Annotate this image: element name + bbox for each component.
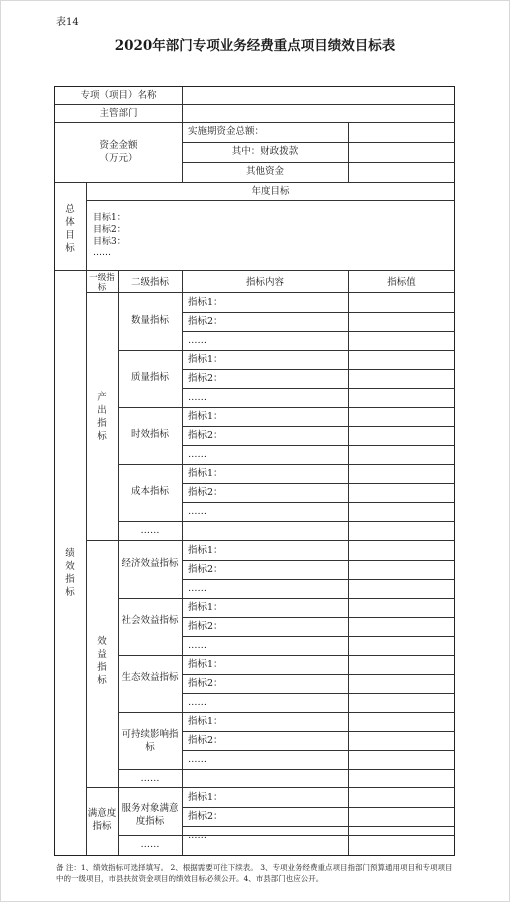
target-1: 目标1：	[93, 213, 126, 223]
target-more: ……	[93, 248, 111, 258]
output-group-3: 成本指标	[130, 486, 169, 497]
overall-target-label: 总体目标	[65, 204, 75, 254]
benefit-more: ……	[140, 773, 160, 784]
value-header: 指标值	[387, 277, 416, 288]
table-number: 表14	[56, 17, 79, 28]
benefit-g1-item-2: ……	[188, 640, 207, 651]
level1-header: 一级指标	[89, 273, 115, 293]
output-g0-item-0: 指标1：	[188, 297, 223, 308]
output-g1-item-2: ……	[188, 392, 207, 403]
output-g3-item-0: 指标1：	[188, 468, 223, 479]
benefit-indicator-label: 效益指标	[97, 636, 107, 686]
performance-target-table	[54, 86, 455, 856]
benefit-g2-item-1: 指标2：	[188, 678, 223, 689]
output-g2-item-1: 指标2：	[188, 430, 223, 441]
target-2: 目标2：	[93, 225, 126, 235]
output-g0-item-2: ……	[188, 335, 207, 346]
target-3: 目标3：	[93, 237, 126, 247]
output-indicator-label: 产出指标	[97, 392, 107, 442]
funds-unit: （万元）	[99, 153, 138, 164]
benefit-g3-item-2: ……	[188, 754, 207, 765]
output-g1-item-0: 指标1：	[188, 354, 223, 365]
satisfaction-item-1: 指标2：	[188, 811, 223, 822]
benefit-group-2: 生态效益指标	[121, 672, 179, 683]
satisfaction-item-2: ……	[188, 830, 207, 841]
output-g0-item-1: 指标2：	[188, 316, 223, 327]
funds-other-label: 其他资金	[245, 166, 284, 177]
output-group-1: 质量指标	[130, 372, 169, 383]
output-group-2: 时效指标	[130, 429, 169, 440]
funds-fiscal-label: 其中：财政拨款	[231, 146, 299, 157]
satisfaction-more: ……	[140, 839, 160, 850]
output-g2-item-0: 指标1：	[188, 411, 223, 422]
funds-label: 资金金额	[99, 140, 138, 151]
satisfaction-group-0: 服务对象满意度指标	[121, 803, 179, 827]
project-name-label: 专项（项目）名称	[80, 90, 157, 101]
output-g3-item-2: ……	[188, 506, 207, 517]
benefit-g0-item-2: ……	[188, 583, 207, 594]
benefit-g1-item-1: 指标2：	[188, 621, 223, 632]
output-more: ……	[140, 525, 160, 536]
benefit-group-3: 可持续影响指标	[121, 729, 179, 753]
benefit-g3-item-0: 指标1：	[188, 716, 223, 727]
perf-indicator-label: 绩效指标	[65, 548, 75, 598]
benefit-g0-item-0: 指标1：	[188, 545, 223, 556]
benefit-group-0: 经济效益指标	[121, 558, 179, 569]
level2-header: 二级指标	[130, 277, 169, 288]
output-g2-item-2: ……	[188, 449, 207, 460]
benefit-g0-item-1: 指标2：	[188, 564, 223, 575]
dept-label: 主管部门	[99, 108, 138, 119]
output-group-0: 数量指标	[130, 315, 169, 326]
content-header: 指标内容	[245, 277, 284, 288]
footnote: 备 注：1、绩效指标可选择填写。 2、根据需要可往下续表。 3、专项业务经费重点项目指部门预算通用项目和专项项目中的一级项目，市县扶贫资金项目的绩效目标必须公开。4、市县部门也应公开。	[56, 863, 453, 883]
funds-total-label: 实施期资金总额：	[188, 126, 265, 137]
benefit-g3-item-1: 指标2：	[188, 735, 223, 746]
benefit-g2-item-0: 指标1：	[188, 659, 223, 670]
output-g1-item-1: 指标2：	[188, 373, 223, 384]
document-title: 2020年部门专项业务经费重点项目绩效目标表	[114, 38, 396, 54]
satisfaction-item-0: 指标1：	[188, 792, 223, 803]
benefit-g1-item-0: 指标1：	[188, 602, 223, 613]
benefit-g2-item-2: ……	[188, 697, 207, 708]
satisfaction-indicator-label: 满意度指标	[87, 808, 117, 832]
benefit-group-1: 社会效益指标	[121, 615, 179, 626]
year-target-label: 年度目标	[251, 186, 290, 197]
output-g3-item-1: 指标2：	[188, 487, 223, 498]
